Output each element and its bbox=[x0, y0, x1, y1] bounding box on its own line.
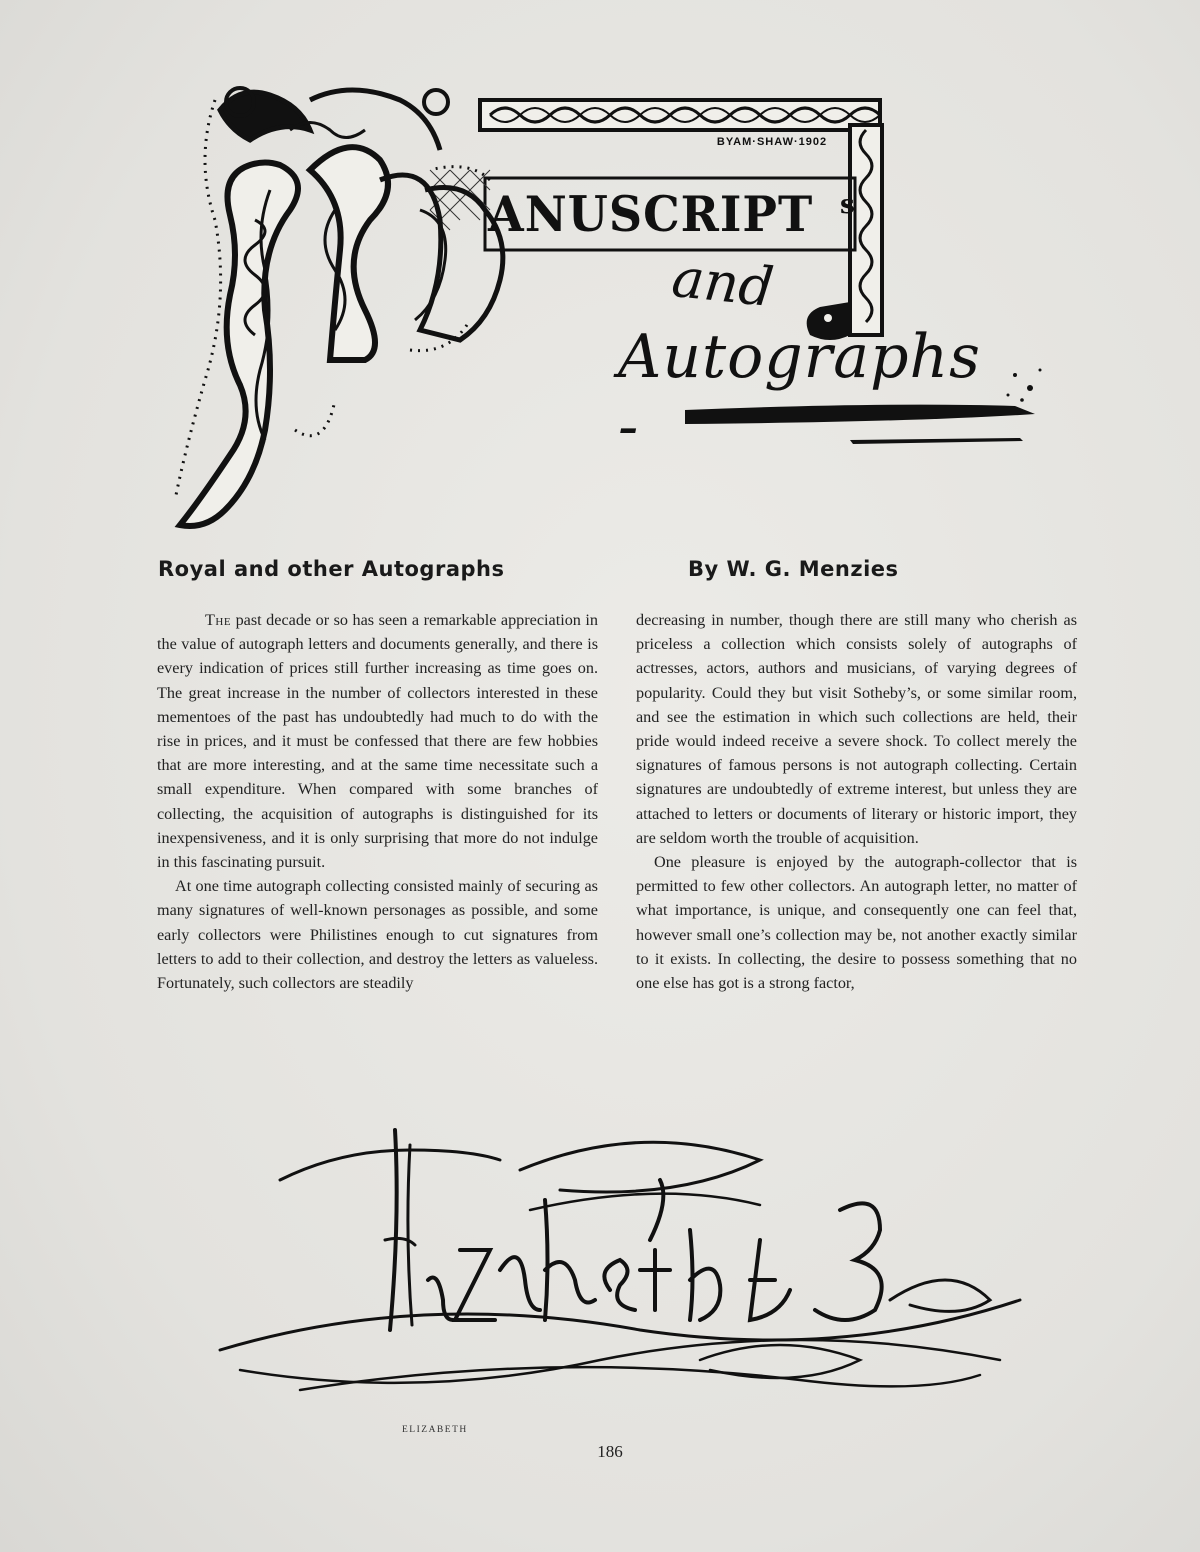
drop-word: The bbox=[205, 611, 232, 629]
right-column bbox=[636, 608, 1077, 995]
artist-credit: BYAM·SHAW·1902 bbox=[716, 136, 828, 148]
article-byline: By W. G. Menzies bbox=[688, 557, 899, 581]
title-autographs: Autographs - bbox=[618, 322, 981, 462]
article-heading: Royal and other Autographs bbox=[158, 557, 505, 581]
paragraph: One pleasure is enjoyed by the autograph-collector that is permitted to few other collectors. An autograph letter, no matter of what importance, is unique, and consequently one can feel that, however small one’s collection may be, not another exactly similar to it exists. In collecting, the desire to possess something that no one else has got is a strong factor, bbox=[636, 853, 1077, 993]
paragraph: At one time autograph collecting consisted mainly of securing as many signatures of well-known personages as possible, and some early collectors were Philistines enough to cut signatures from letters to add to their collection, and destroy the letters as valueless. Fortunately, such collectors are steadily bbox=[157, 877, 598, 993]
signature-facsimile bbox=[200, 1120, 1040, 1410]
title-manuscripts: ANUSCRIPT bbox=[488, 185, 814, 243]
title-and: and bbox=[669, 245, 777, 320]
top-border-band bbox=[480, 100, 880, 130]
paragraph: decreasing in number, though there are still many who cherish as priceless a collection which consists solely of autographs of actresses, actors, authors and musicians, of varying degrees of popularity. Could they but visit Sotheby’s, or some similar room, and see the estimation in which such collections are held, their pride would indeed receive a severe shock. To collect merely the signatures of famous persons is not autograph collecting. Certain signatures are undoubtedly of extreme interest, but unless they are attached to letters or documents of literary or historic import, they are seldom worth the trouble of acquisition. bbox=[636, 611, 1077, 847]
paragraph bbox=[157, 608, 598, 874]
paragraph-text: past decade or so has seen a remarkable appreciation in the value of autograph letters and documents generally, and there is every indication of prices still further increasing as time goes on. The great increase in the number of collectors interested in these mementoes of the past has undoubtedly had much to do with the rise in prices, and it must be confessed that there are few hobbies that are more interesting, and at the same time necessitate such a small expenditure. When compared with some branches of collecting, the acquisition of autographs is distinguished for its inexpensiveness, and it is only surprising that more do not indulge in this fascinating pursuit. bbox=[157, 611, 598, 872]
left-column bbox=[157, 608, 598, 995]
ink-splatter bbox=[1007, 369, 1042, 402]
page-number: 186 bbox=[597, 1442, 623, 1461]
letter-m bbox=[180, 88, 503, 526]
figure-caption: ELIZABETH bbox=[402, 1425, 468, 1435]
illuminated-initial bbox=[160, 70, 1060, 550]
title-s: s bbox=[840, 190, 855, 220]
